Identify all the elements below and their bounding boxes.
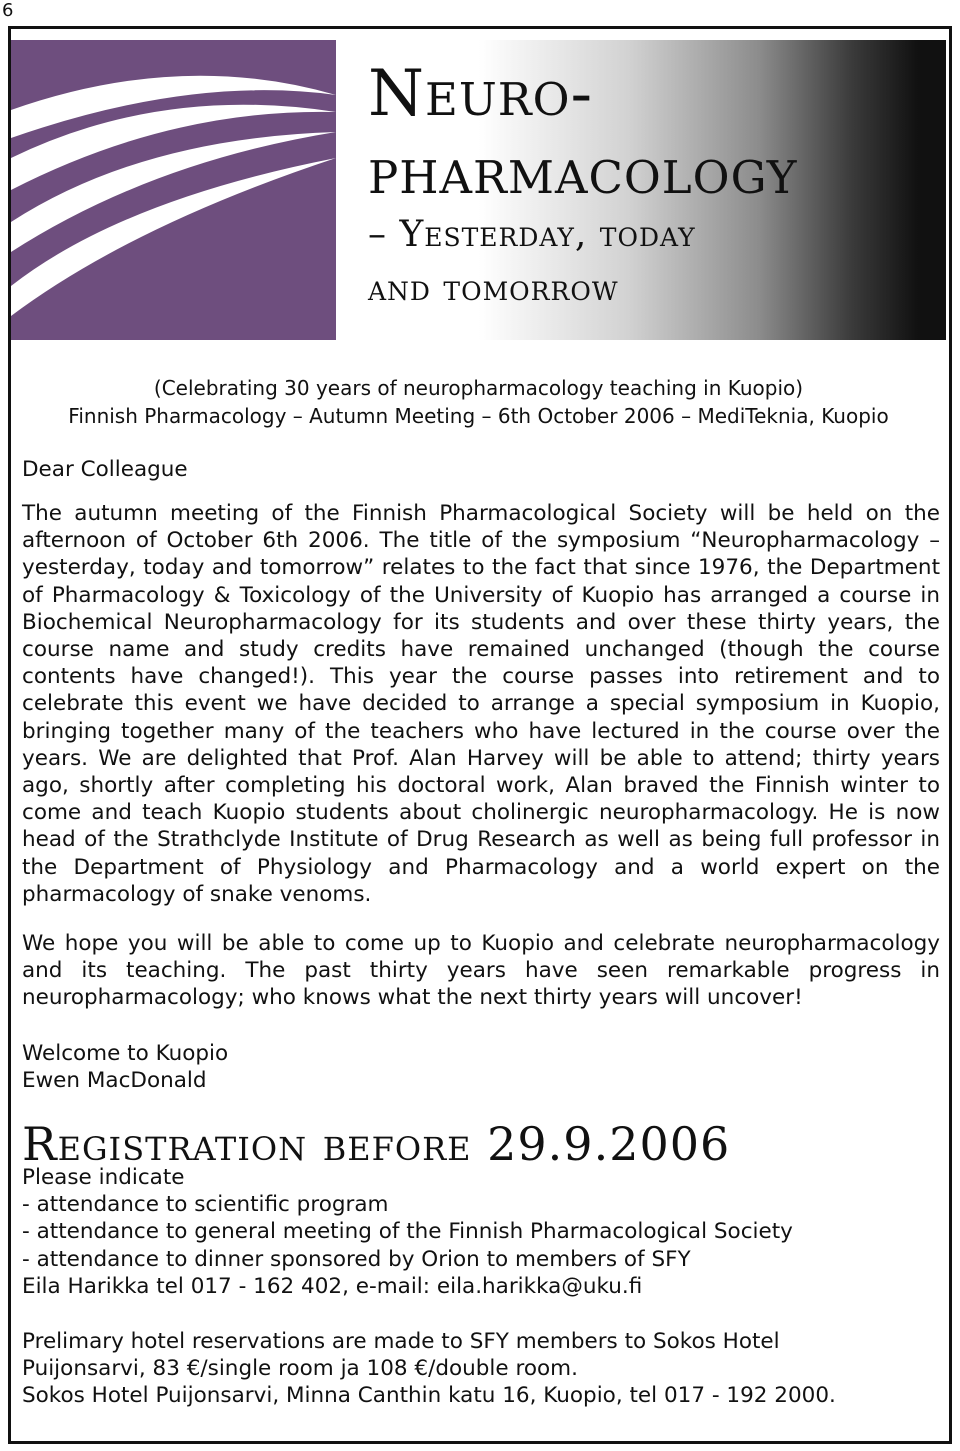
registration-item: - attendance to general meeting of the Finnish Pharmacological Society: [22, 1219, 793, 1245]
page-title: [368, 57, 798, 314]
hotel-line-1: Prelimary hotel reservations are made to SFY members to Sokos Hotel: [22, 1329, 780, 1354]
hotel-line-3: Sokos Hotel Puijonsarvi, Minna Canthin katu 16, Kuopio, tel 017 - 192 2000.: [22, 1383, 836, 1409]
registration-contact: Eila Harikka tel 017 - 162 402, e-mail: eila.harikka@uku.fi: [22, 1273, 643, 1299]
registration-intro: Please indicate: [22, 1165, 185, 1190]
title-line-1: Neuro-: [368, 57, 594, 131]
greeting: Dear Colleague: [22, 457, 188, 482]
letter-paragraph-2: We hope you will be able to come up to Kuopio and celebrate neuropharmacology and its teaching. The past thirty years have seen remarkable progress in neuropharmacology; who knows what the next thirty years will uncover!: [22, 931, 940, 1011]
registration-item: - attendance to scientific program: [22, 1192, 389, 1218]
signoff: [22, 1040, 940, 1094]
subtitle-meeting-info: Finnish Pharmacology – Autumn Meeting – 6th October 2006 – MediTeknia, Kuopio: [68, 404, 889, 428]
registration-list: [22, 1164, 793, 1300]
logo-graphic: [11, 40, 336, 340]
subtitle-celebration: (Celebrating 30 years of neuropharmacology teaching in Kuopio): [153, 376, 804, 400]
registration-item: - attendance to dinner sponsored by Orion to members of SFY: [22, 1246, 691, 1272]
hotel-info: [22, 1328, 836, 1410]
title-line-2: pharmacology: [368, 135, 798, 209]
page-number: 6: [2, 0, 14, 21]
letter-paragraph-1: The autumn meeting of the Finnish Pharmacological Society will be held on the afternoon of October 6th 2006. The title of the symposium “Neuropharmacology – yesterday, today and tomorrow” relates to the fact that since 1976, the Department of Pharmacology & Toxicology of the University of Kuopio has arranged a course in Biochemical Neuropharmacology for its students and over these thirty years, the course name and study credits have remained unchanged (though the course contents have changed!). This year the course passes into retirement and to celebrate this event we have decided to arrange a special symposium in Kuopio, bringing together many of the teachers who have lectured in the course over the years. We are delighted that Prof. Alan Harvey will be able to attend; thirty years ago, shortly after completing his doctoral work, Alan braved the Finnish winter to come and teach Kuopio students about cholinergic neuropharmacology. He is now head of the Strathclyde Institute of Drug Research as well as being full professor in the Department of Physiology and Pharmacology and a world expert on the pharmacology of snake venoms.: [22, 501, 940, 907]
title-line-3: – Yesterday, today: [368, 214, 696, 255]
signoff-welcome: Welcome to Kuopio: [22, 1041, 229, 1066]
arc-stripes-icon: [11, 40, 336, 340]
title-line-4: and tomorrow: [368, 268, 619, 309]
signoff-author: Ewen MacDonald: [22, 1068, 207, 1094]
hotel-line-2: Puijonsarvi, 83 €/single room ja 108 €/double room.: [22, 1356, 578, 1382]
registration-heading: Registration before 29.9.2006: [22, 1117, 731, 1171]
